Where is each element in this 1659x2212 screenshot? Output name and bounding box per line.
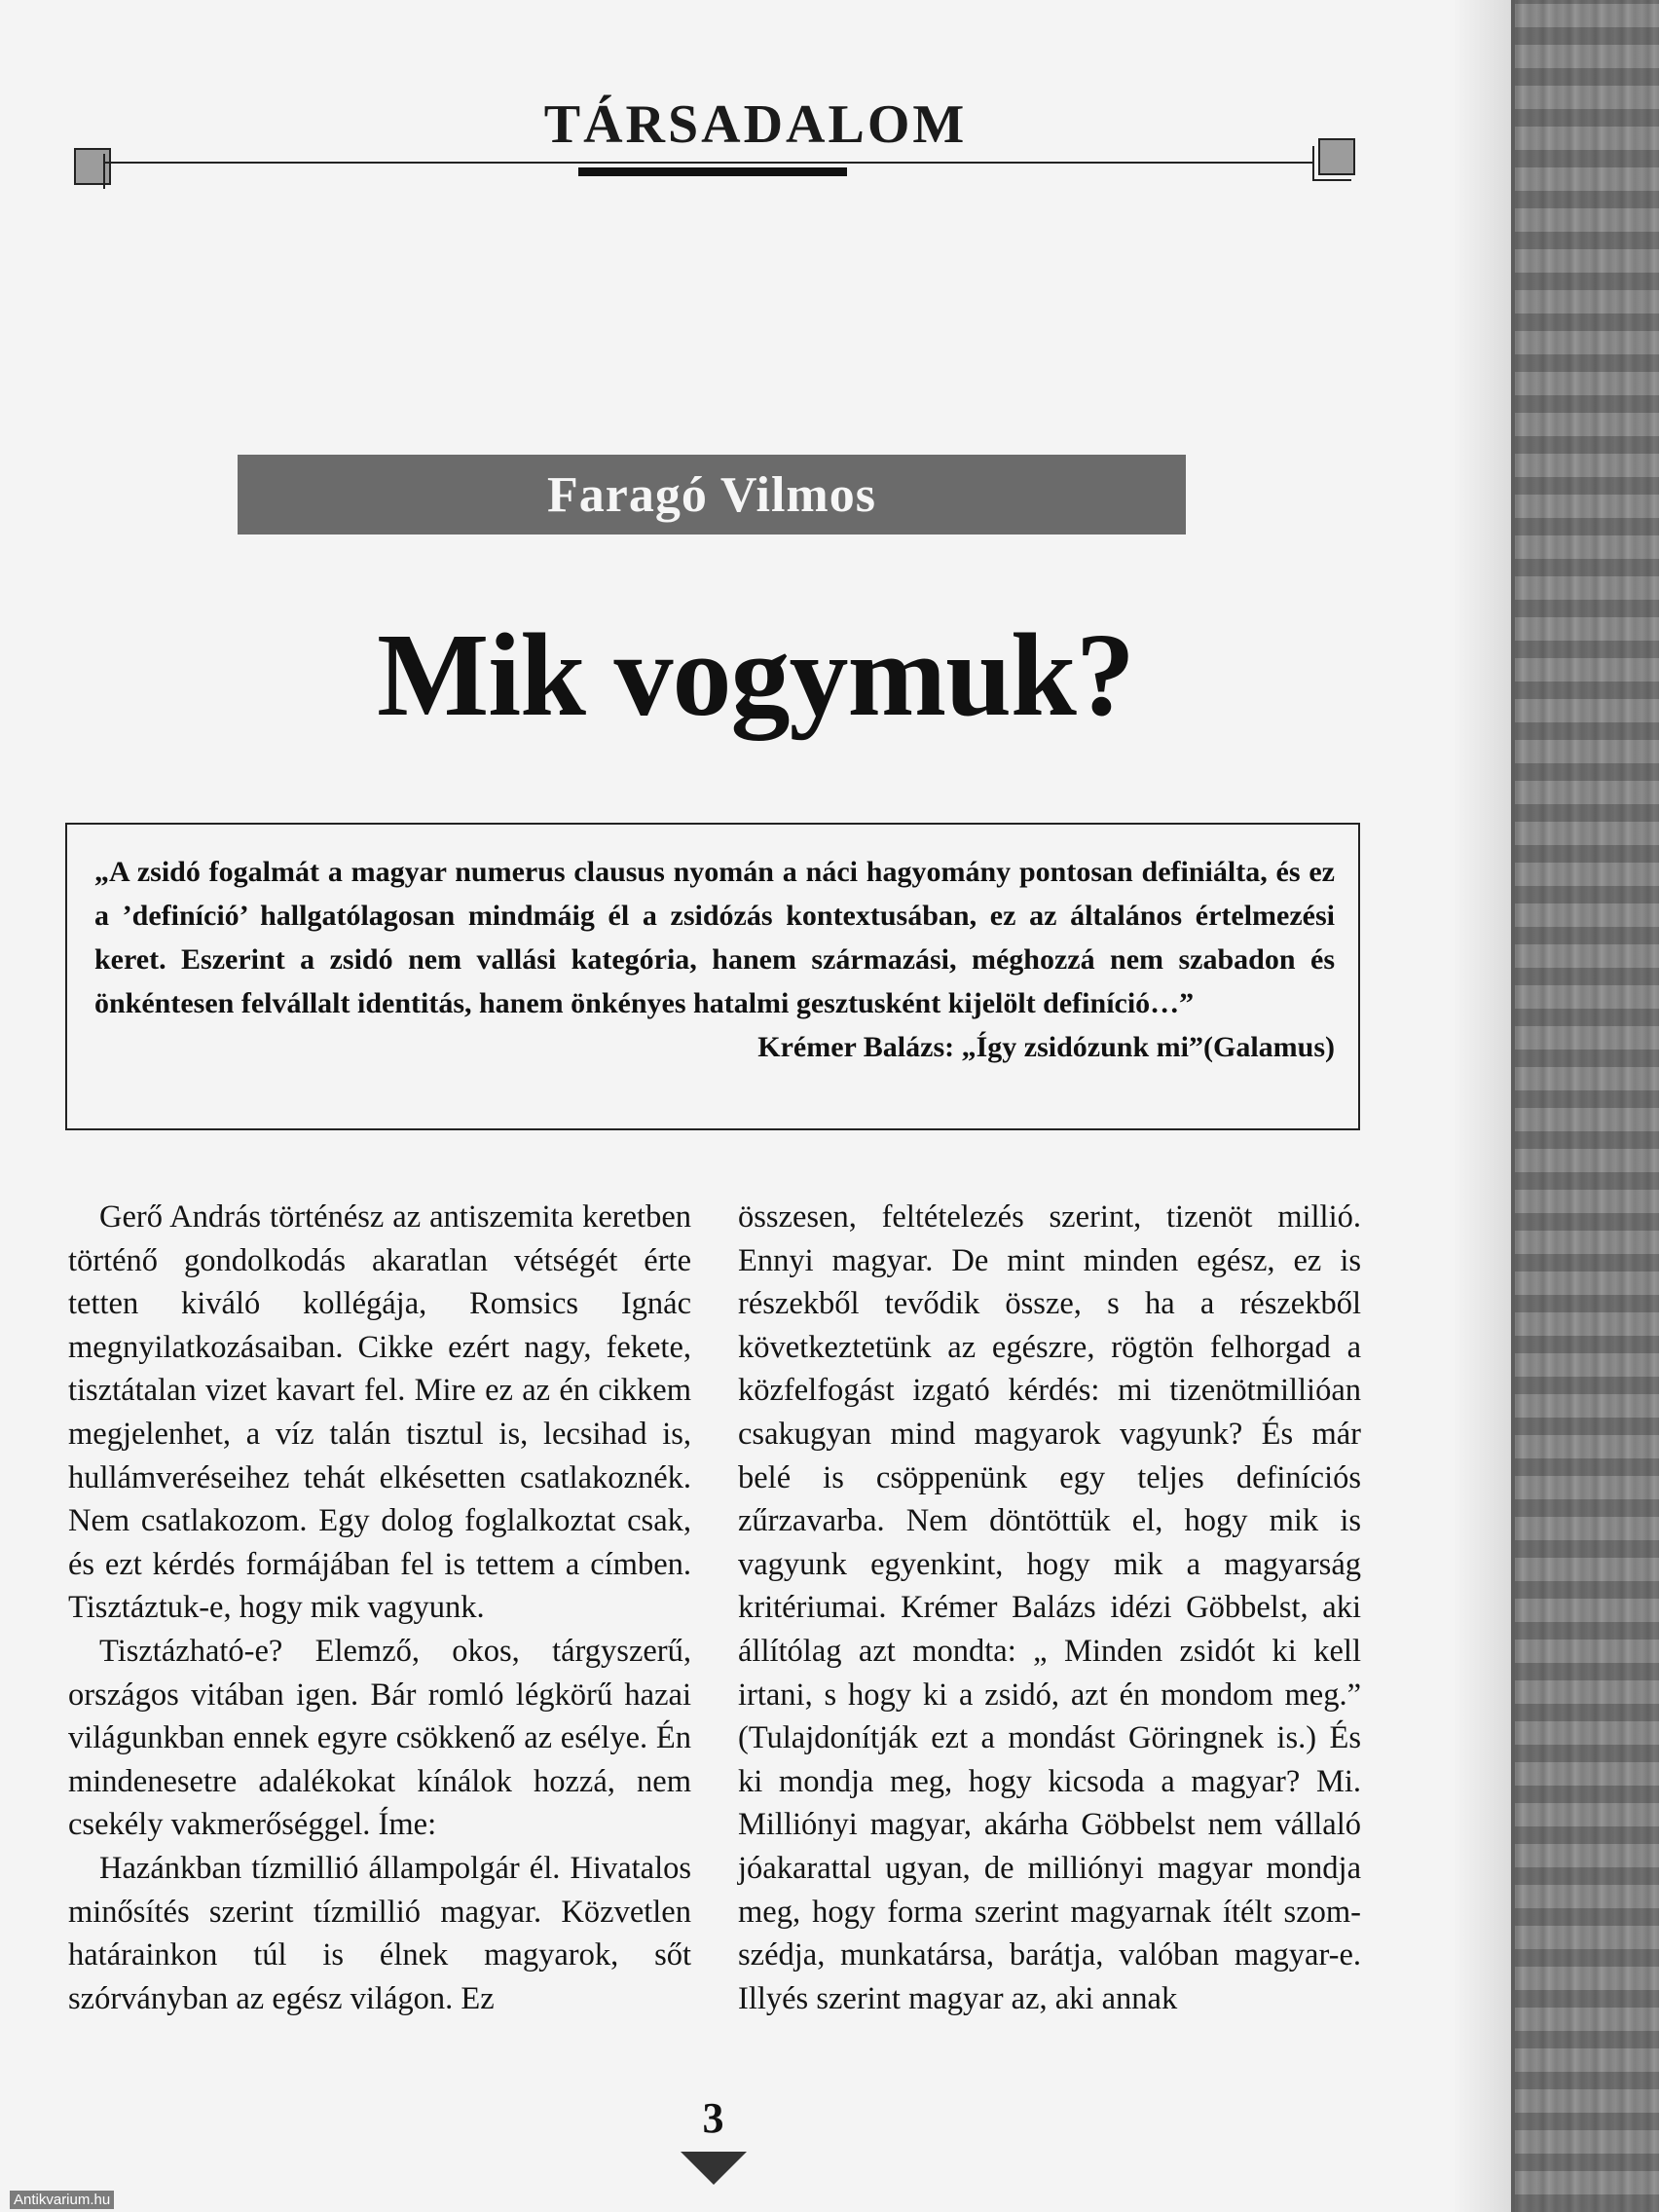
epigraph-source: Krémer Balázs: „Így zsidózunk mi”(Galamus) <box>757 1031 1335 1063</box>
header-tick-left <box>103 154 105 189</box>
header-foot-right <box>1312 179 1351 181</box>
body-paragraph: összesen, feltételezés szerint, tizenöt millió. Ennyi magyar. De mint minden egész, ez is részekből tevődik össze, s ha a részekből következtetünk az egészre, rögtön felhorgad a közfelfogást izgató kérdés: mi tizenötmillióan csakugyan mind magyarok vagyunk? És már belé is csöppenünk egy teljes definíciós zűrzavarba. Nem döntöttük el, hogy mik is vagyunk egyenkint, hogy mik a magyarság kritériumai. Krémer Balázs idézi Göbbelst, aki állítólag azt mondta: „ Minden zsidót ki kell irtani, s hogy ki a zsidó, azt én mondom meg.” (Tulajdonítják ezt a mondást Göringnek is.) És ki mondja meg, hogy kicsoda a magyar? Mi. Milliónyi magyar, akárha Göbbelst nem vállaló jóakarattal ugyan, de milliónyi magyar mondja meg, hogy forma szerint magyarnak ítélt szomszédja, munkatársa, barátja, valóban magyar-e. Illyés szerint magyar az, aki annak <box>738 1199 1361 2016</box>
page-number: 3 <box>702 2094 724 2142</box>
author-banner <box>238 455 1186 535</box>
book-spine-shadow <box>1511 0 1659 2212</box>
body-column-right <box>738 1196 1361 2020</box>
epigraph-box <box>65 823 1360 1130</box>
header-square-left-ornament <box>74 148 111 185</box>
header-square-right-ornament <box>1318 138 1355 175</box>
body-paragraph: Gerő András történész az antiszemita keretben történő gondolkodás akaratlan vétségét érte tetten kiváló kollégája, Romsics Ignác megnyilatkozásaiban. Cikke ezért nagy, fekete, tisztátalan vizet kavart fel. Mire ez az én cikkem megjelenhet, a víz talán tisztul is, lecsihad is, hullámveréseihez tehát elkésetten csatlakoznék. Nem csatlakozom. Egy dolog foglalkoztat csak, és ezt kérdés formájában fel is tettem a címben. Tisztáztuk-e, hogy mik vagyunk. <box>68 1199 691 1626</box>
body-column-left <box>68 1196 691 2020</box>
header-tick-right <box>1312 146 1314 181</box>
section-title: TÁRSADALOM <box>543 94 968 155</box>
body-paragraph: Tisztázható-e? Elemző, okos, tárgyszerű, országos vitában igen. Bár romló légkörű hazai világunkban ennek egyre csökkenő az esélye. Én mindenesetre adalékokat kínálok hozzá, nem csekély vakmerőséggel. Íme: <box>68 1633 691 1843</box>
author-name: Faragó Vilmos <box>547 466 876 523</box>
epigraph-text: „A zsidó fogalmát a magyar numerus clausus nyomán a náci hagyomány pontosan definiálta, és ez a ’definíció’ hallgatólagosan mindmáig él a zsidózás kontextusában, ez az általános értelmezési keret. Eszerint a zsidó nem vallási kategória, hanem származási, méghozzá nem szabadon és önkéntesen felvállalt identitás, hanem önkényes hatalmi gesztusként kijelölt definíció…” <box>94 856 1335 1019</box>
watermark: Antikvarium.hu <box>10 2191 114 2209</box>
header-rule <box>105 162 1312 164</box>
article-title: Mik vogymuk? <box>377 609 1134 741</box>
body-paragraph: Hazánkban tízmillió állampolgár él. Hivatalos minősítés szerint tízmillió magyar. Közvetlen határainkon túl is élnek magyarok, sőt szórványban az egész világon. Ez <box>68 1850 691 2016</box>
header-rule-accent <box>578 167 847 176</box>
next-page-arrow-icon <box>681 2152 747 2185</box>
